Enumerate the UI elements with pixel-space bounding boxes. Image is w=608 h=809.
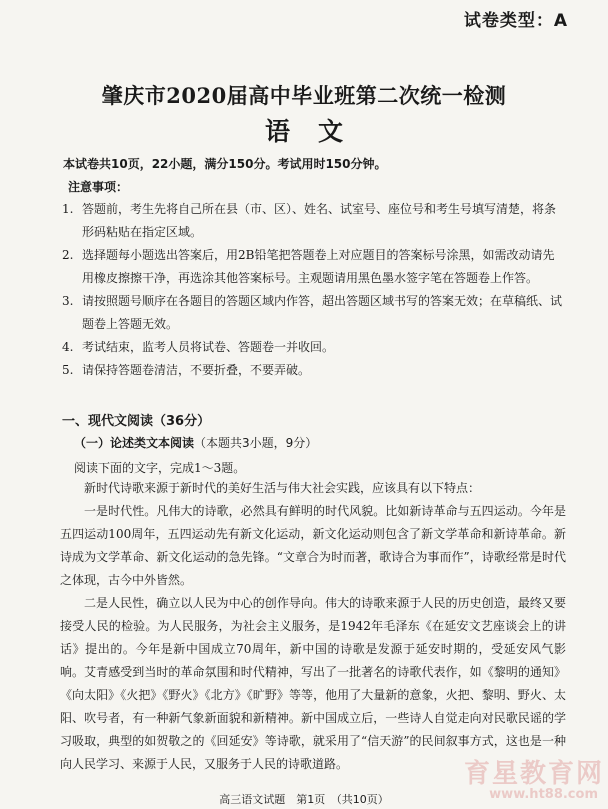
subject-title: 语文 [264,117,371,146]
passage-paragraph: 二是人民性，确立以人民为中心的创作导向。伟大的诗歌来源于人民的历史创造，最终又要接受人民的检验。为人民服务，为社会主义服务，是1942年毛泽东《在延安文艺座谈会上的讲话》提出的。今年是新中国成立70周年，新中国的诗歌是发源于延安时期的，受延安风气影响。艾青感受到当时的革命氛围和时代精神，写出了一批著名的诗歌代表作，如《黎明的通知》《向太阳》《火把》《野火》《北方》《旷野》等等，他用了大量新的意象，火把、黎明、野火、太阳、吹号者，有一种新气象新面貌和新精神。新中国成立后，一些诗人自觉走向对民歌民谣的学习吸取，典型的如贺敬之的《回延安》等诗歌，就采用了“信天游”的民间叙事方式，这也是一种向人民学习、来源于人民，又服务于人民的诗歌道路。 [60,596,566,771]
subsection-heading: （一）论述类文本阅读 [74,436,195,450]
watermark-url: www.ht88.com [489,787,598,802]
reading-instruction: 阅读下面的文字，完成1～3题。 [74,461,246,475]
notice-number: 3. [62,294,74,308]
paper-type-label: 试卷类型：A [463,11,568,31]
notice-item [62,336,562,359]
notice-text: 答题前，考生先将自己所在县（市、区）、姓名、试室号、座位号和考生号填写清楚，将条形码粘贴在指定区域。 [82,202,557,239]
notice-item [62,359,562,382]
exam-title: 肇庆市2020届高中毕业班第二次统一检测 [101,83,507,108]
passage-paragraph: 一是时代性。凡伟大的诗歌，必然具有鲜明的时代风貌。比如新诗革命与五四运动。今年是五四运动100周年，五四运动先有新文化运动，新文化运动则包含了新文学革命和新诗革命。新诗成为文学革命、新文化运动的急先锋。“文章合为时而著，歌诗合为事而作”，诗歌经常是时代之体现，古今中外皆然。 [60,504,566,587]
notice-text: 请按照题号顺序在各题目的答题区域内作答，超出答题区域书写的答案无效；在草稿纸、试题卷上答题无效。 [82,294,563,331]
exam-summary: 本试卷共10页，22小题，满分150分。考试用时150分钟。 [63,157,387,171]
notice-item [62,198,562,244]
section-title: 一、现代文阅读（36分） [62,414,211,429]
notice-item [62,290,562,336]
subsection-title [74,434,317,451]
notice-number: 1. [62,202,74,216]
notice-list [62,198,562,382]
page-footer: 高三语文试题 第1页 （共10页） [219,793,389,806]
notice-number: 5. [62,363,74,377]
subsection-note: （本题共3小题，9分） [194,436,318,450]
notice-number: 2. [62,248,74,262]
reading-passage [60,477,566,776]
notice-text: 考试结束，监考人员将试卷、答题卷一并收回。 [82,340,335,354]
notice-text: 请保持答题卷清洁，不要折叠，不要弄破。 [82,363,311,377]
notice-item [62,244,562,290]
notice-number: 4. [62,340,74,354]
notice-title: 注意事项： [68,180,129,194]
watermark-name: 育星教育网 [463,759,604,789]
notice-text: 选择题每小题选出答案后，用2B铅笔把答题卷上对应题目的答案标号涂黑，如需改动请先用橡皮擦擦干净，再选涂其他答案标号。主观题请用黑色墨水签字笔在答题卷上作答。 [82,248,555,285]
passage-paragraph: 新时代诗歌来源于新时代的美好生活与伟大社会实践，应该具有以下特点： [84,481,481,495]
